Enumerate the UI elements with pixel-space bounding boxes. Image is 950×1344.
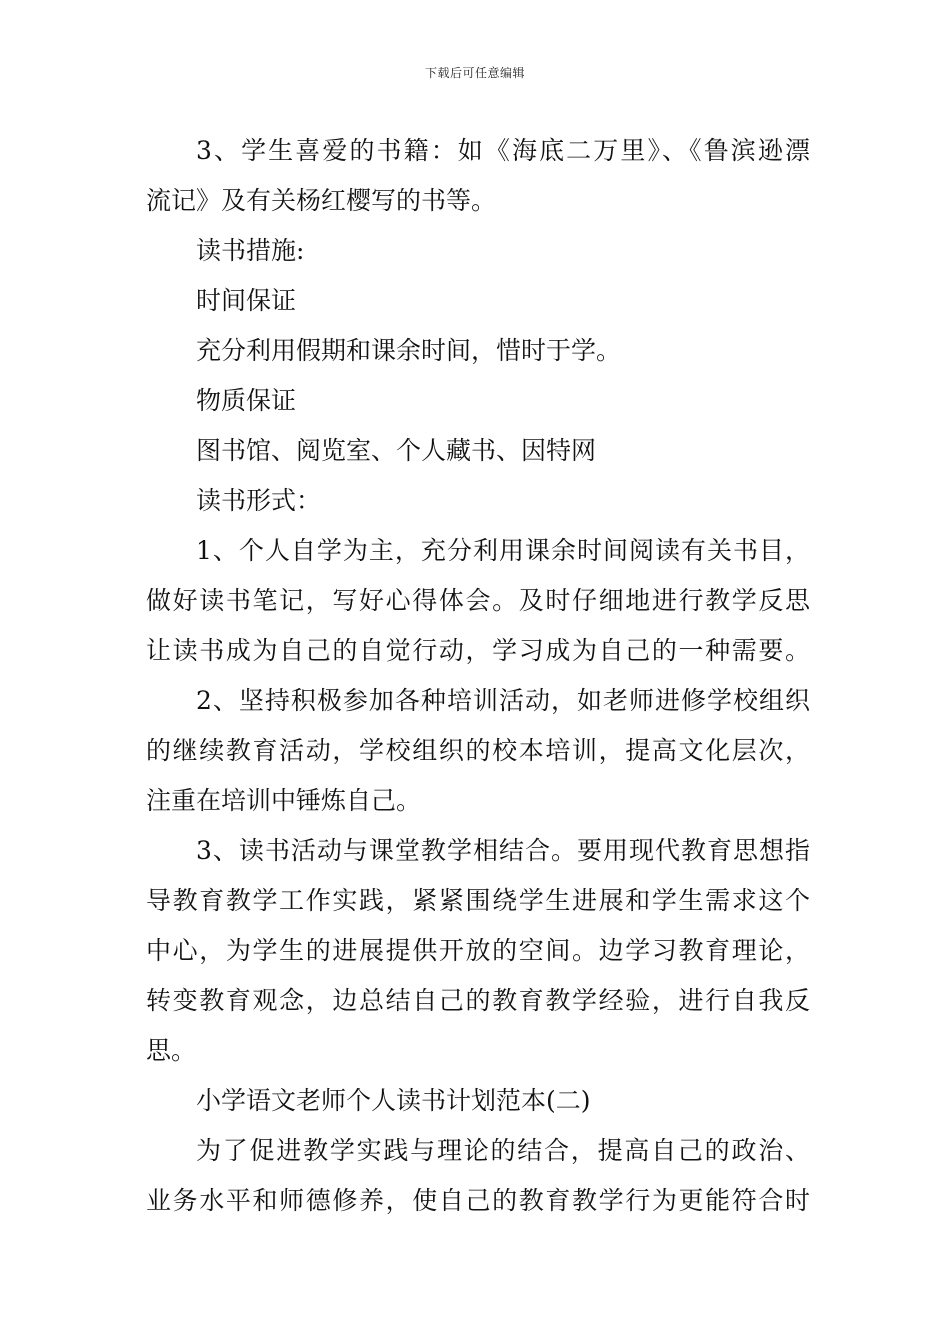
text-line: 2、坚持积极参加各种培训活动，如老师进修学校组织 (196, 686, 810, 715)
section-heading: 读书形式： (196, 486, 322, 515)
text-line: 思。 (146, 1036, 197, 1065)
text-line: 为了促进教学实践与理论的结合，提高自己的政治、 (196, 1136, 810, 1165)
text-line: 注重在培训中锤炼自己。 (146, 786, 422, 815)
text-line: 的继续教育活动，学校组织的校本培训，提高文化层次， (146, 736, 810, 765)
text-line: 3、读书活动与课堂教学相结合。要用现代教育思想指 (196, 836, 810, 865)
subheading: 物质保证 (196, 386, 297, 415)
document-body (146, 126, 810, 1226)
section-heading: 读书措施: (196, 236, 305, 265)
section-title: 小学语文老师个人读书计划范本(二) (196, 1086, 591, 1115)
page-header-note: 下载后可任意编辑 (424, 66, 525, 80)
text-line: 转变教育观念，边总结自己的教育教学经验，进行自我反 (146, 986, 810, 1015)
text-line: 1、个人自学为主，充分利用课余时间阅读有关书目， (196, 536, 810, 565)
text-line: 业务水平和师德修养，使自己的教育教学行为更能符合时 (146, 1186, 810, 1215)
text-line: 3、学生喜爱的书籍：如《海底二万里》、《鲁滨逊漂 (196, 136, 810, 165)
text-line: 中心，为学生的进展提供开放的空间。边学习教育理论， (146, 936, 810, 965)
text-line: 流记》及有关杨红樱写的书等。 (146, 186, 497, 215)
text-line: 做好读书笔记，写好心得体会。及时仔细地进行教学反思 (146, 586, 810, 615)
text-line: 让读书成为自己的自觉行动，学习成为自己的一种需要。 (146, 636, 810, 665)
subheading: 时间保证 (196, 286, 297, 315)
text-line: 导教育教学工作实践，紧紧围绕学生进展和学生需求这个 (146, 886, 810, 915)
text-line: 充分利用假期和课余时间，惜时于学。 (196, 336, 622, 365)
text-line: 图书馆、阅览室、个人藏书、因特网 (196, 436, 597, 465)
